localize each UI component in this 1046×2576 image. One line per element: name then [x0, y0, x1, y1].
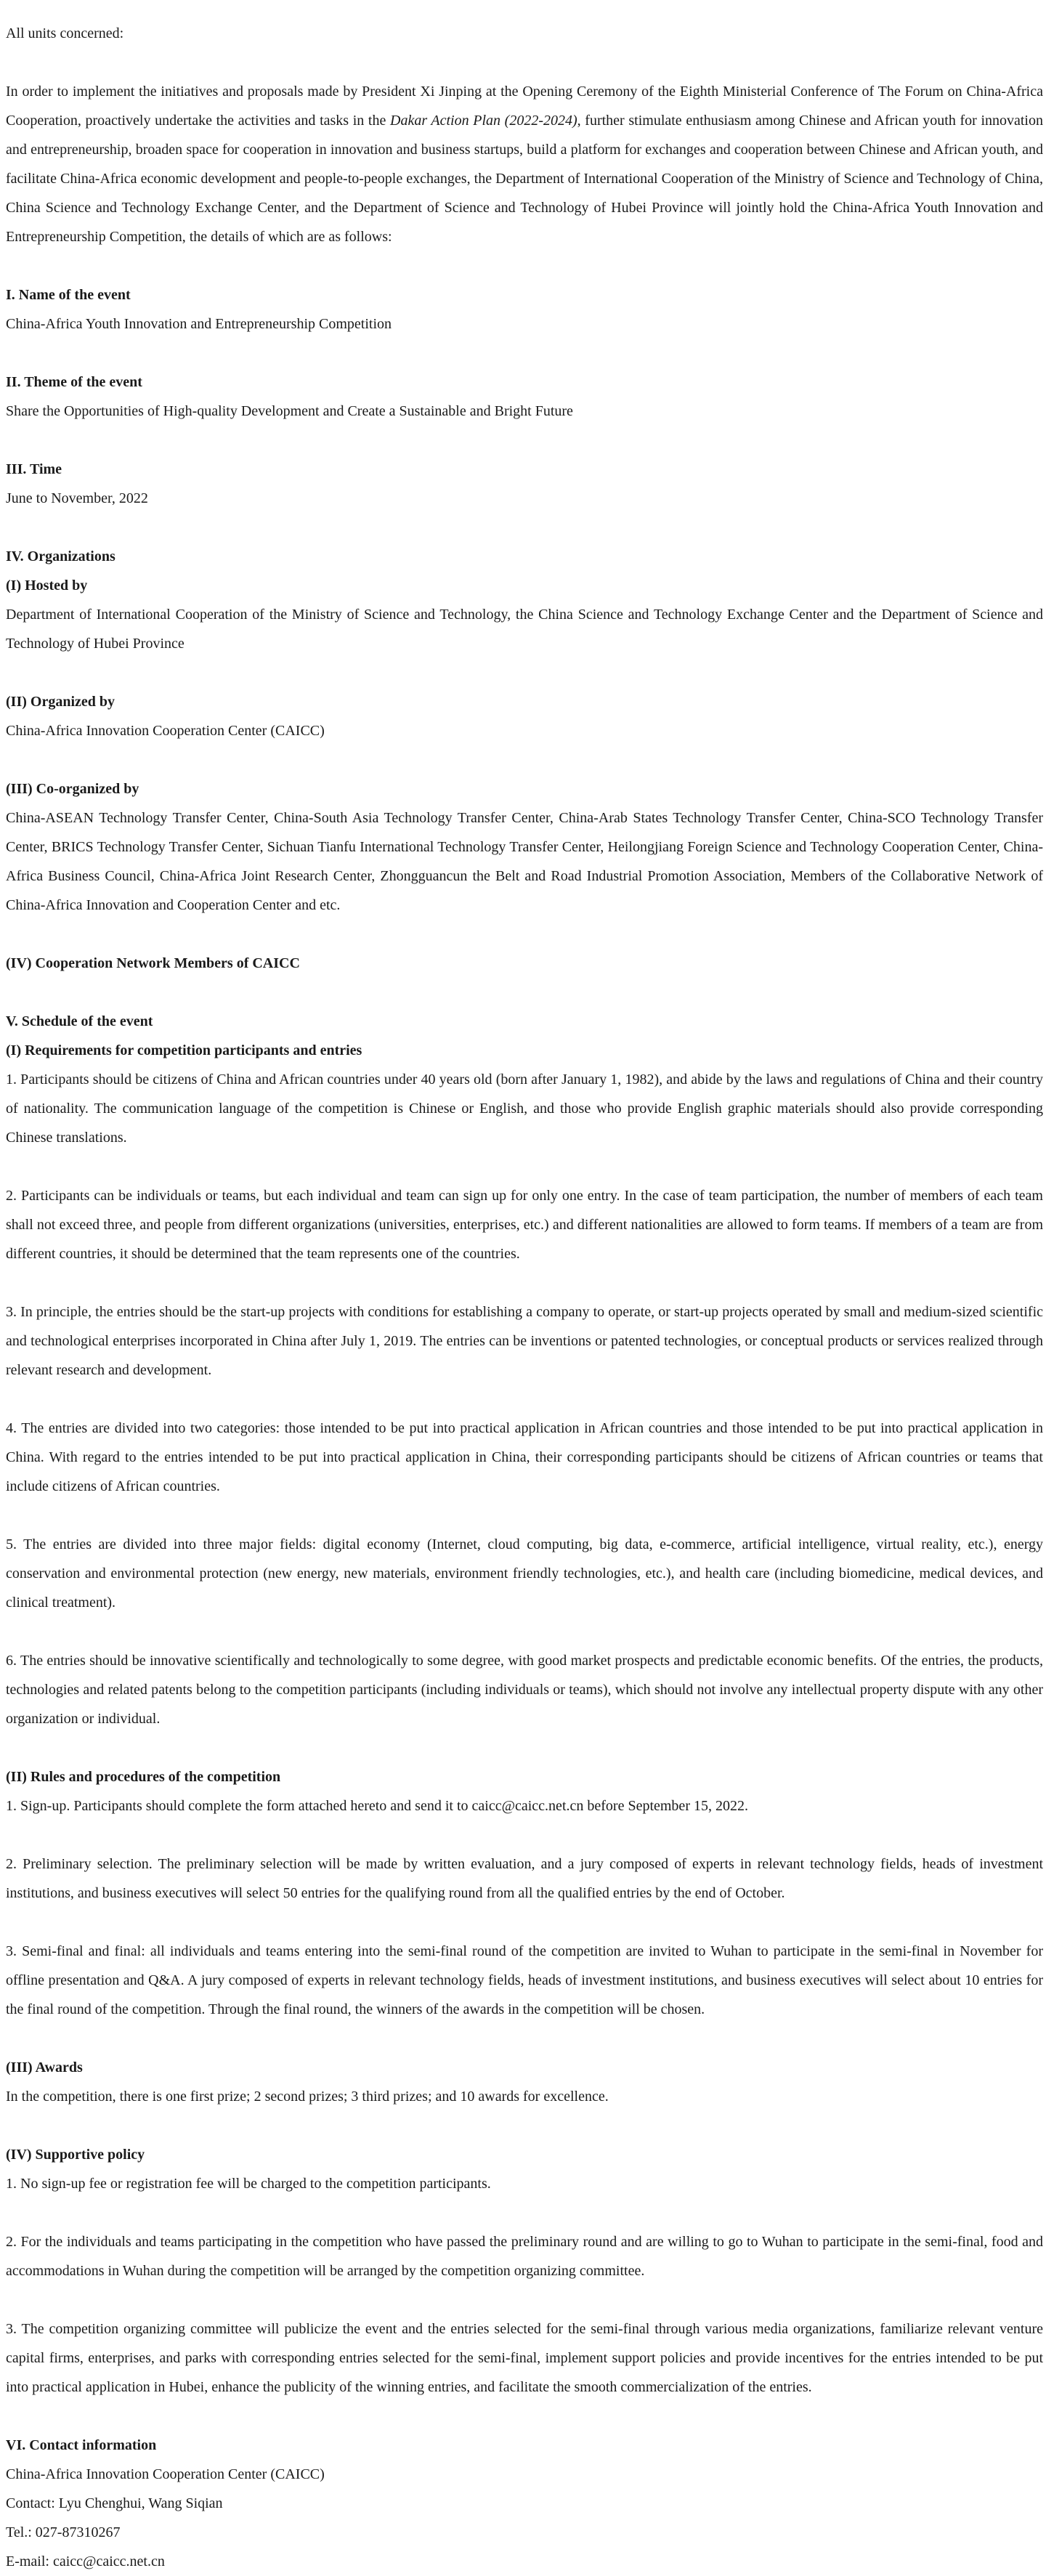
contact-email: E-mail: caicc@caicc.net.cn — [6, 2553, 165, 2569]
rule-item: 2. Preliminary selection. The preliminary selection will be made by written evaluation, and a jury composed of experts in relevant technology fields, heads of investment institutions, and business executives will select 50 entries for the qualifying round from all the qualified entries by the end of October. — [6, 1856, 1043, 1901]
intro-text-a: In order to implement the initiatives and proposals made by President Xi Jinping at the Opening Ceremony of the Eighth Ministerial Conference of The Forum on China-Africa Cooperation, proactively undertake the activities and tasks in the — [6, 84, 1043, 129]
section-1-text: China-Africa Youth Innovation and Entrepreneurship Competition — [6, 316, 392, 332]
organized-by-heading: (II) Organized by — [6, 694, 115, 710]
rule-item: 3. Semi-final and final: all individuals and teams entering into the semi-final round of the competition are invited to Wuhan to participate in the semi-final in November for offline presentation and Q&A. A jury composed of experts in relevant technology fields, heads of investment institutions, and business executives will select about 10 entries for the final round of the competition. Through the final round, the winners of the awards in the competition will be chosen. — [6, 1943, 1043, 2017]
intro-text-b: , further stimulate enthusiasm among Chinese and African youth for innovation and entrepreneurship, broaden space for cooperation in innovation and business startups, build a platform for exchanges and cooperation between Chinese and African youth, and facilitate China-Africa economic development and people-to-people exchanges, the Department of International Cooperation of the Ministry of Science and Technology of China, China Science and Technology Exchange Center, and the Department of Science and Technology of Hubei Province will jointly hold the China-Africa Youth Innovation and Entrepreneurship Competition, the details of which are as follows: — [6, 113, 1043, 245]
requirement-item: 2. Participants can be individuals or teams, but each individual and team can sign up for only one entry. In the case of team participation, the number of members of each team shall not exceed three, and people from different organizations (universities, enterprises, etc.) and different nationalities are allowed to form teams. If members of a team are from different countries, it should be determined that the team represents one of the countries. — [6, 1188, 1043, 1262]
requirement-item: 6. The entries should be innovative scientifically and technologically to some degree, with good market prospects and predictable economic benefits. Of the entries, the products, technologies and related patents belong to the competition participants (including individuals or teams), which should not involve any intellectual property dispute with any other organization or individual. — [6, 1653, 1043, 1727]
requirement-item: 4. The entries are divided into two categories: those intended to be put into practical application in African countries and those intended to be put into practical application in China. With regard to the entries intended to be put into practical application in China, their corresponding participants should be citizens of African countries or teams that include citizens of African countries. — [6, 1420, 1043, 1494]
co-organized-by-heading: (III) Co-organized by — [6, 781, 139, 797]
co-organized-by-text: China-ASEAN Technology Transfer Center, China-South Asia Technology Transfer Center, China-Arab States Technology Transfer Center, China-SCO Technology Transfer Center, BRICS Technology Transfer Center, Sichuan Tianfu International Technology Transfer Center, Heilongjiang Foreign Science and Technology Cooperation Center, China-Africa Business Council, China-Africa Joint Research Center, Zhongguancun the Belt and Road Industrial Promotion Association, Members of the Collaborative Network of China-Africa Innovation and Cooperation Center and etc. — [6, 810, 1043, 913]
intro-paragraph — [6, 77, 1043, 251]
section-5-heading: V. Schedule of the event — [6, 1013, 153, 1029]
section-2-heading: II. Theme of the event — [6, 374, 142, 390]
requirement-item: 5. The entries are divided into three major fields: digital economy (Internet, cloud computing, big data, e-commerce, artificial intelligence, virtual reality, etc.), energy conservation and environmental protection (new energy, new materials, environment friendly technologies, etc.), and health care (including biomedicine, medical devices, and clinical treatment). — [6, 1536, 1043, 1611]
policy-item: 2. For the individuals and teams participating in the competition who have passed the preliminary round and are willing to go to Wuhan to participate in the semi-final, food and accommodations in Wuhan during the competition will be arranged by the competition organizing committee. — [6, 2234, 1043, 2279]
hosted-by-text: Department of International Cooperation of the Ministry of Science and Technology, the China Science and Technology Exchange Center and the Department of Science and Technology of Hubei Province — [6, 607, 1043, 652]
policy-item: 1. No sign-up fee or registration fee will be charged to the competition participants. — [6, 2176, 491, 2192]
awards-text: In the competition, there is one first prize; 2 second prizes; 3 third prizes; and 10 awards for excellence. — [6, 2089, 609, 2105]
rules-heading: (II) Rules and procedures of the competition — [6, 1769, 281, 1785]
section-3-heading: III. Time — [6, 461, 62, 477]
rule-item: 1. Sign-up. Participants should complete the form attached hereto and send it to caicc@caicc.net.cn before September 15, 2022. — [6, 1798, 748, 1814]
contact-org: China-Africa Innovation Cooperation Center (CAICC) — [6, 2466, 325, 2482]
section-3-text: June to November, 2022 — [6, 490, 148, 506]
requirement-item: 1. Participants should be citizens of China and African countries under 40 years old (born after January 1, 1982), and abide by the laws and regulations of China and their country of nationality. The communication language of the competition is Chinese or English, and those who provide English graphic materials should also provide corresponding Chinese translations. — [6, 1072, 1043, 1146]
section-2-text: Share the Opportunities of High-quality Development and Create a Sustainable and Bright Future — [6, 403, 573, 419]
hosted-by-heading: (I) Hosted by — [6, 578, 88, 594]
section-4-heading: IV. Organizations — [6, 548, 115, 564]
contact-persons: Contact: Lyu Chenghui, Wang Siqian — [6, 2495, 223, 2511]
supportive-policy-heading: (IV) Supportive policy — [6, 2147, 145, 2163]
requirements-heading: (I) Requirements for competition participants and entries — [6, 1042, 362, 1058]
organized-by-text: China-Africa Innovation Cooperation Center (CAICC) — [6, 723, 325, 739]
salutation: All units concerned: — [6, 25, 124, 41]
contact-tel: Tel.: 027-87310267 — [6, 2524, 121, 2540]
awards-heading: (III) Awards — [6, 2059, 83, 2075]
network-members-heading: (IV) Cooperation Network Members of CAICC — [6, 955, 300, 971]
requirement-item: 3. In principle, the entries should be the start-up projects with conditions for establishing a company to operate, or start-up projects operated by small and medium-sized scientific and technological enterprises incorporated in China after July 1, 2019. The entries can be inventions or patented technologies, or conceptual products or services realized through relevant research and development. — [6, 1304, 1043, 1378]
policy-item: 3. The competition organizing committee will publicize the event and the entries selected for the semi-final through various media organizations, familiarize relevant venture capital firms, enterprises, and parks with corresponding entries selected for the semi-final, implement support policies and provide incentives for the entries intended to be put into practical application in Hubei, enhance the publicity of the winning entries, and facilitate the smooth commercialization of the entries. — [6, 2321, 1043, 2395]
section-1-heading: I. Name of the event — [6, 287, 131, 303]
section-6-heading: VI. Contact information — [6, 2437, 157, 2453]
dakar-plan-title: Dakar Action Plan (2022-2024) — [390, 113, 577, 129]
